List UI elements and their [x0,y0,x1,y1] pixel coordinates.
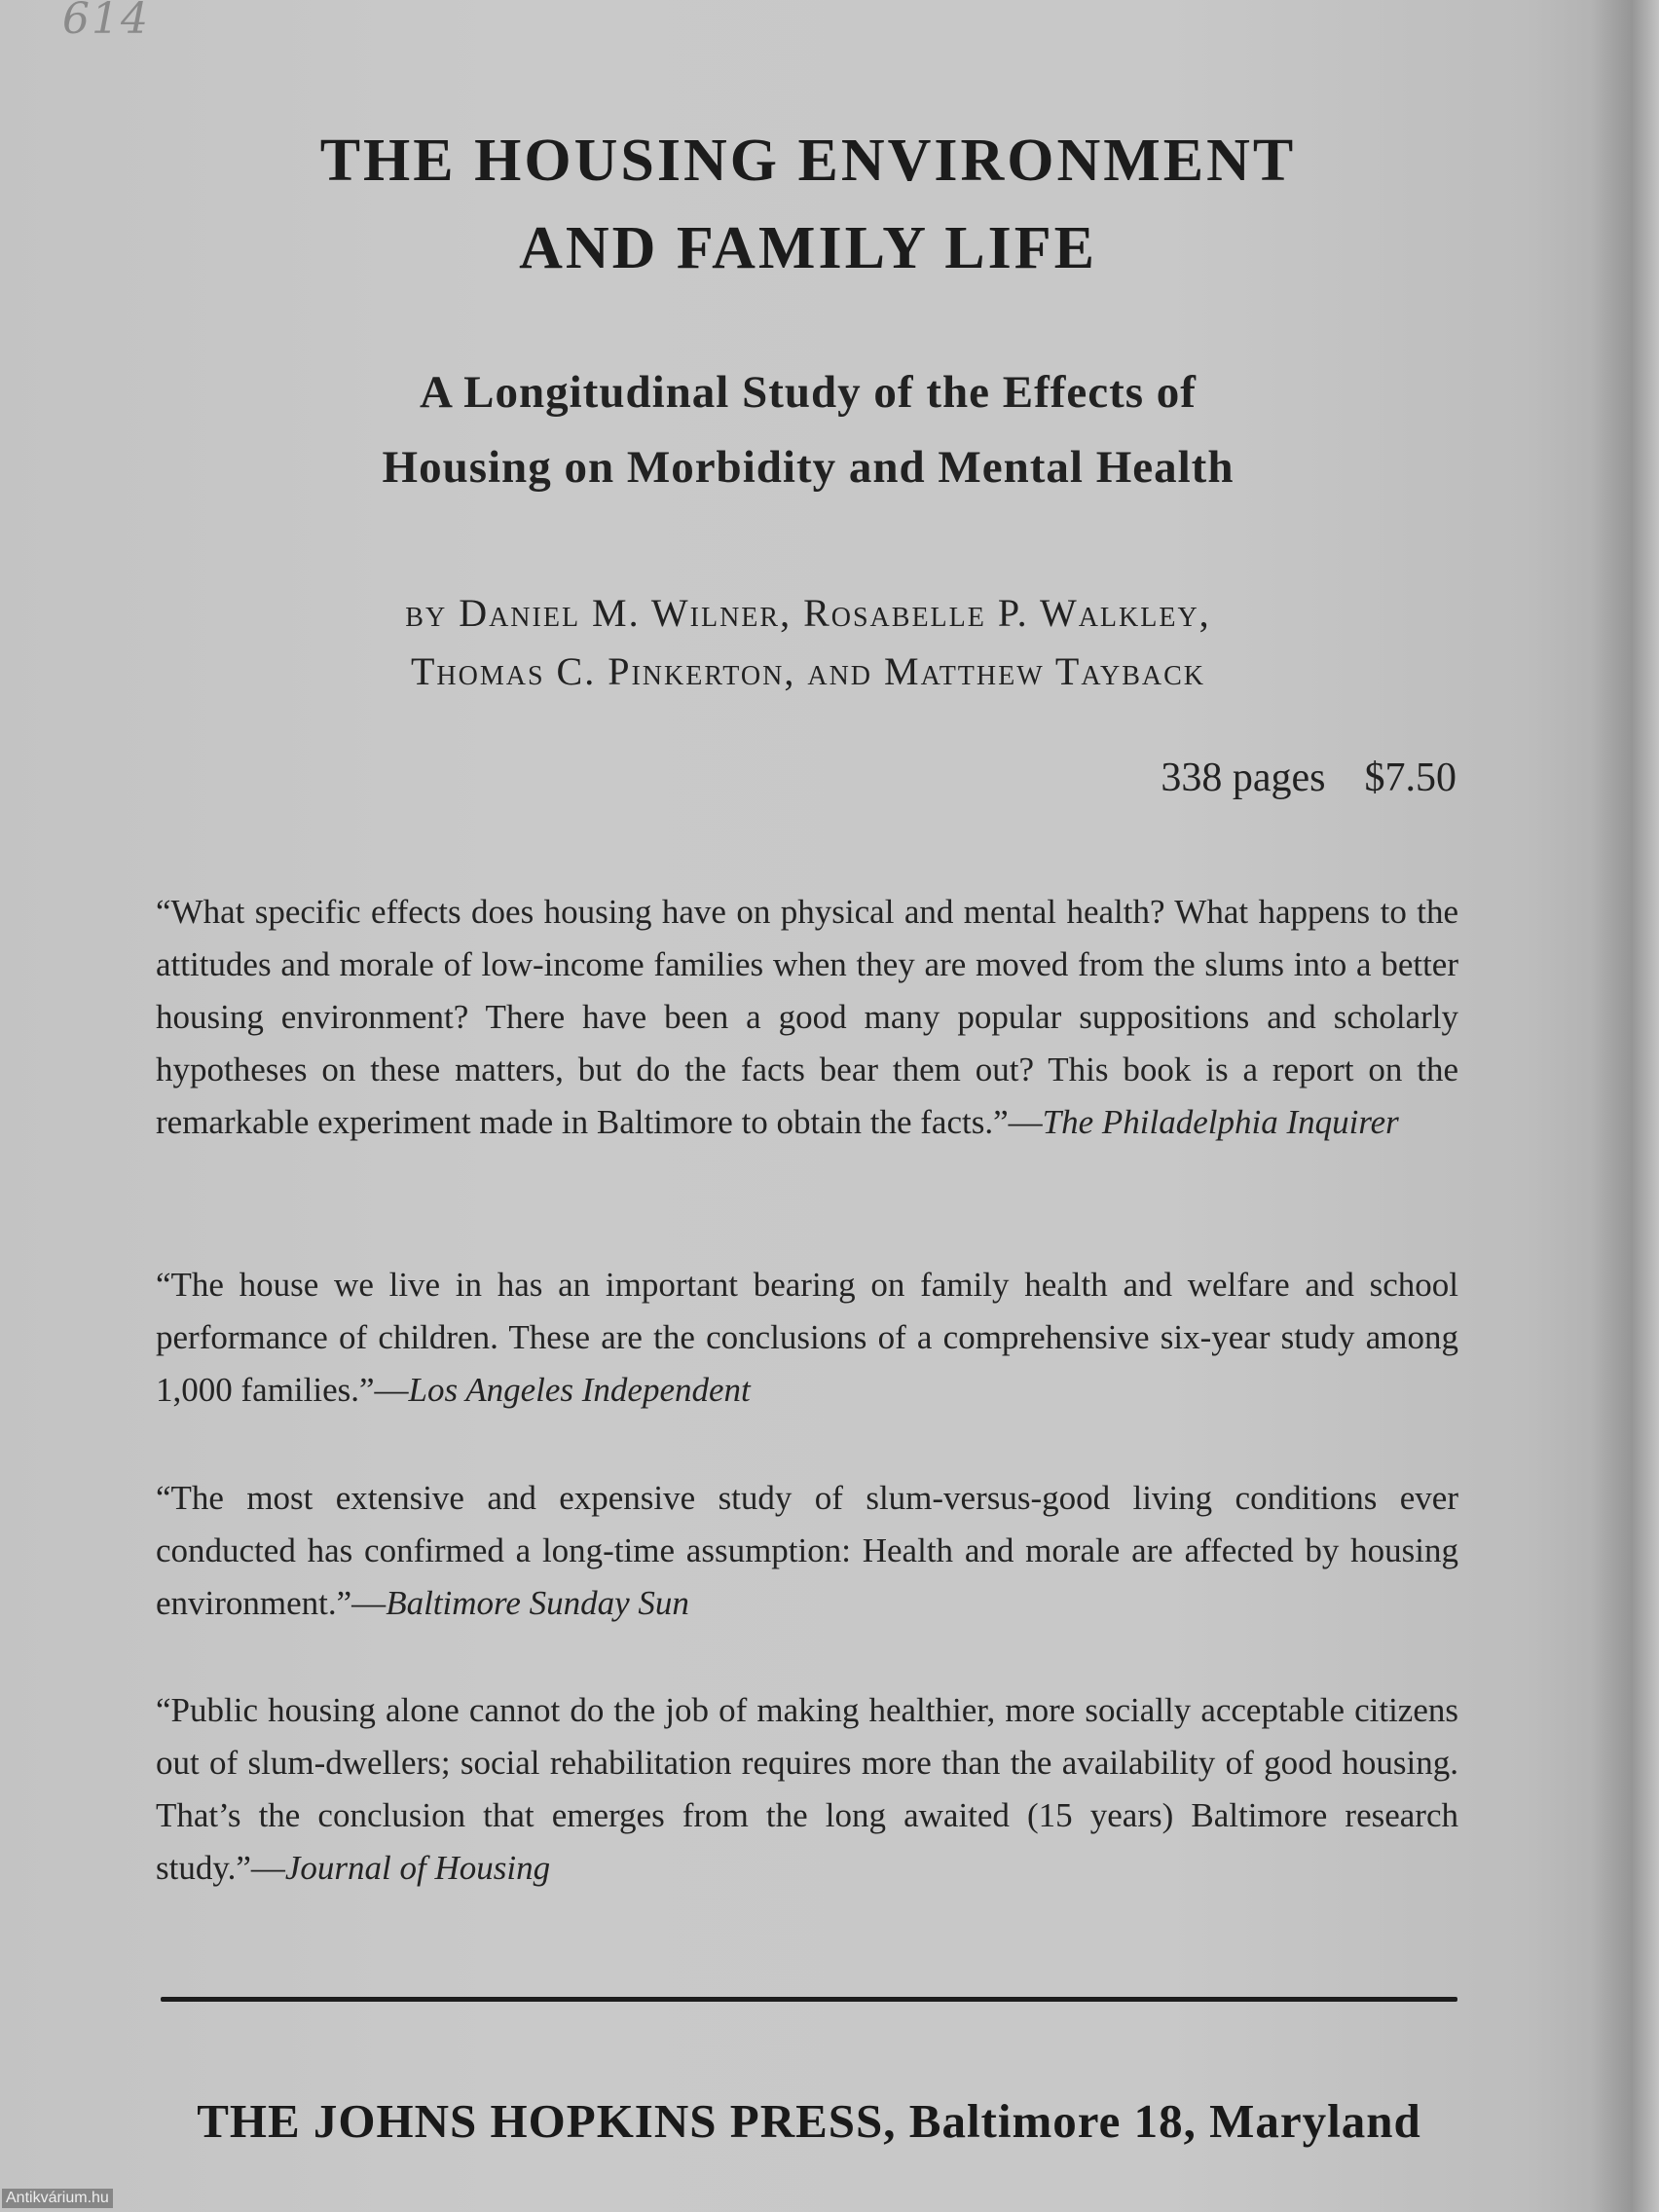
handwritten-note: 614 [62,0,150,44]
book-info [1161,755,1456,801]
review-text: “The most extensive and expensive study of slum-versus-good living conditions ever conducted has confirmed a long-time assumption: Health and morale are affected by housing environment.”— [156,1479,1458,1622]
book-subtitle-line-2: Housing on Morbidity and Mental Health [382,442,1235,493]
review-text: “Public housing alone cannot do the job of making healthier, more socially acceptable citizens out of slum-dwellers; social rehabilitation requires more than the availability of good housing. That’s the conclusion that emerges from the long awaited (15 years) Baltimore research study.”— [156,1691,1458,1887]
book-subtitle-line-1: A Longitudinal Study of the Effects of [420,367,1197,418]
site-watermark: Antikvárium.hu [2,2189,113,2208]
review-text: “The house we live in has an important bearing on family health and welfare and school performance of children. These are the conclusions of a comprehensive six-year study among 1,000 families.”— [156,1266,1458,1409]
horizontal-divider [161,1997,1457,2002]
cover-spine-shadow [1591,0,1659,2212]
author-list [0,584,1616,701]
book-subtitle [0,355,1616,505]
review-source: Los Angeles Independent [408,1371,751,1409]
page-count: 338 pages [1161,756,1326,800]
book-price: $7.50 [1364,756,1456,800]
review-quote [156,1684,1458,1895]
review-quote [156,886,1458,1149]
author-list-line-2: Thomas C. Pinkerton, and Matthew Tayback [410,649,1206,693]
review-source: Journal of Housing [284,1849,551,1887]
publisher-imprint: THE JOHNS HOPKINS PRESS, Baltimore 18, Maryland [197,2094,1421,2148]
review-quote [156,1472,1458,1630]
book-title-line-1: THE HOUSING ENVIRONMENT [319,128,1297,194]
author-list-line-1: by Daniel M. Wilner, Rosabelle P. Walkley, [405,591,1211,635]
review-quote [156,1259,1458,1417]
book-title [0,117,1616,292]
review-source: The Philadelphia Inquirer [1042,1103,1399,1141]
review-text: “What specific effects does housing have on physical and mental health? What happens to the attitudes and morale of low-income families when they are moved from the slums into a better housing environment? There have been a good many popular suppositions and scholarly hypotheses on these matters, but do the facts bear them out? This book is a report on the remarkable experiment made in Baltimore to obtain the facts.”— [156,893,1458,1141]
review-source: Baltimore Sunday Sun [386,1584,689,1622]
book-title-line-2: AND FAMILY LIFE [519,215,1097,281]
